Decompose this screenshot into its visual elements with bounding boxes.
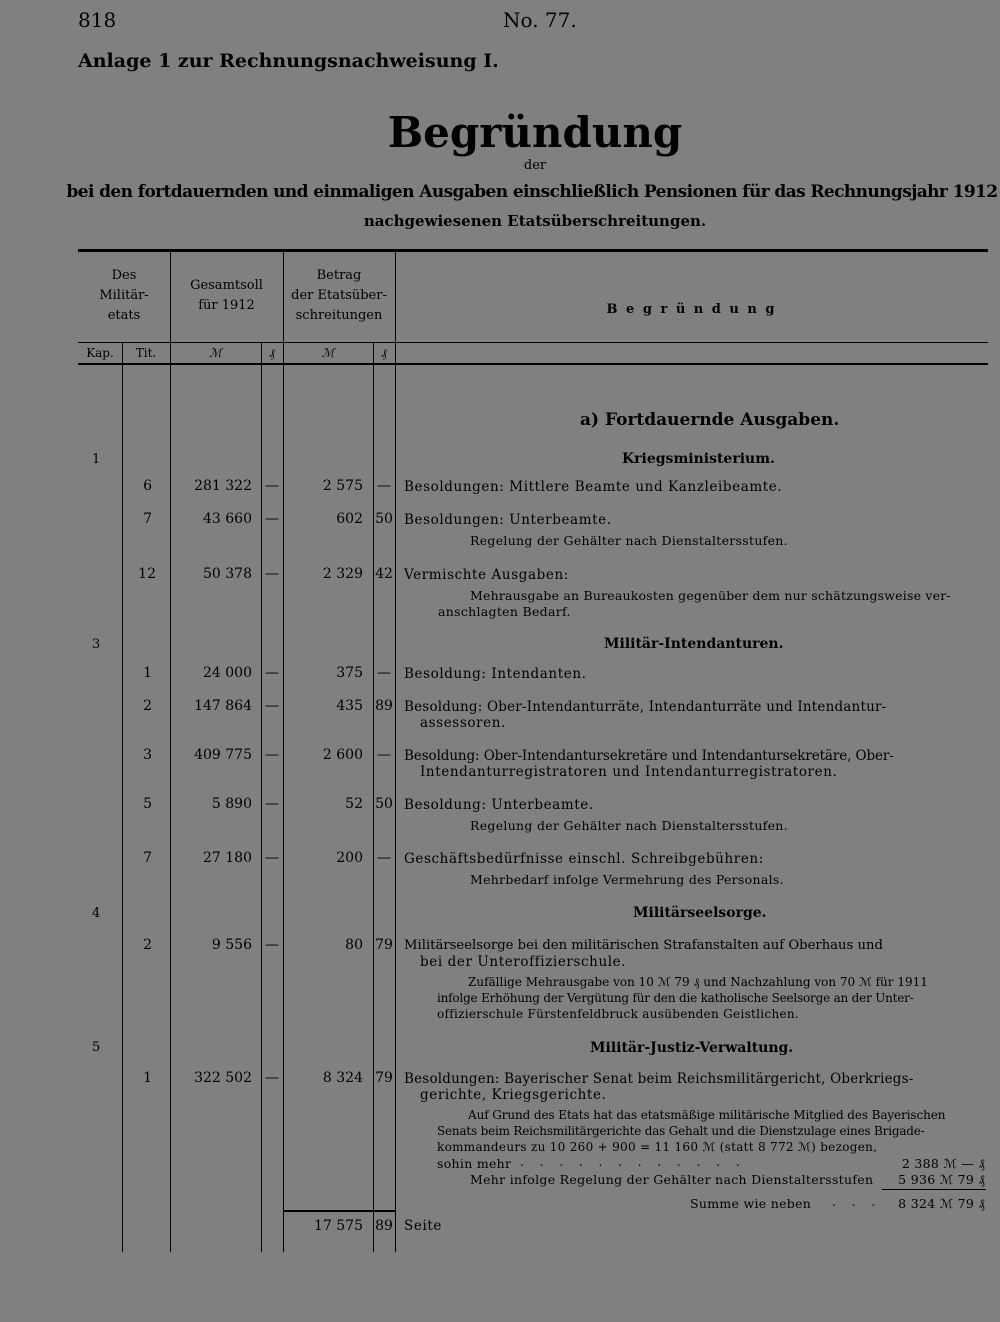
document-number: No. 77. (503, 8, 577, 32)
row-tit: 7 (143, 850, 152, 866)
row-betrag: 602 (336, 511, 363, 527)
calc-summe-value: 8 324 ℳ 79 ₰ (898, 1196, 985, 1211)
subheader-pfennig: ₰ (269, 346, 275, 360)
row-betrag: 2 329 (322, 566, 363, 582)
row-description: Besoldungen: Unterbeamte. (404, 512, 612, 528)
total-betrag: 17 575 (314, 1218, 363, 1234)
row-tit: 1 (143, 665, 152, 681)
row-soll-pf: — (265, 665, 279, 681)
row-betrag: 8 324 (322, 1070, 363, 1086)
row-note: Zufällige Mehrausgabe von 10 ℳ 79 ₰ und Nachzahlung von 70 ℳ für 1911 (468, 975, 928, 989)
group-heading: Militär-Justiz-Verwaltung. (590, 1040, 794, 1056)
row-betrag-pf: 79 (375, 1070, 393, 1086)
row-soll: 5 890 (211, 796, 252, 812)
row-soll-pf: — (265, 698, 279, 714)
group-heading: Militärseelsorge. (633, 905, 767, 921)
row-soll-pf: — (265, 796, 279, 812)
subheader-kap: Kap. (86, 346, 114, 360)
row-soll-pf: — (265, 850, 279, 866)
row-tit: 2 (143, 698, 152, 714)
row-note: Senats beim Reichsmilitärgerichte das Gehalt und die Dienstzulage eines Brigade- (437, 1124, 925, 1138)
row-note: infolge Erhöhung der Vergütung für den die katholische Seelsorge an der Unter- (437, 991, 914, 1005)
row-betrag: 2 575 (322, 478, 363, 494)
header-militaretats-3: etats (107, 308, 141, 323)
calc-mehr-label: Mehr infolge Regelung der Gehälter nach Dienstaltersstufen (470, 1172, 874, 1187)
row-description: Besoldungen: Bayerischer Senat beim Reichsmilitärgericht, Oberkriegs- (404, 1071, 914, 1087)
row-soll: 50 378 (203, 566, 252, 582)
row-tit: 5 (143, 796, 152, 812)
row-note: kommandeurs zu 10 260 + 900 = 11 160 ℳ (statt 8 772 ℳ) bezogen, (437, 1140, 878, 1154)
header-gesamtsoll-2: für 1912 (198, 298, 255, 313)
row-soll: 322 502 (194, 1070, 252, 1086)
row-description: Besoldungen: Mittlere Beamte und Kanzleibeamte. (404, 479, 783, 495)
row-description: gerichte, Kriegsgerichte. (420, 1087, 607, 1103)
row-betrag: 80 (345, 937, 363, 953)
row-description: assessoren. (420, 715, 506, 731)
row-betrag-pf: 50 (375, 796, 393, 812)
row-description: Vermischte Ausgaben: (404, 567, 569, 583)
row-tit: 7 (143, 511, 152, 527)
row-betrag-pf: 42 (375, 566, 393, 582)
kap-number: 1 (92, 452, 101, 467)
leader-dots: . . . (832, 1195, 882, 1209)
header-betrag-2: der Etatsüber- (291, 288, 387, 303)
row-note: Regelung der Gehälter nach Dienstaltersstufen. (470, 818, 788, 833)
col-divider (395, 252, 396, 1252)
group-heading: Kriegsministerium. (622, 451, 775, 467)
row-soll-pf: — (265, 747, 279, 763)
total-label: Seite (404, 1218, 442, 1234)
row-tit: 2 (143, 937, 152, 953)
kap-number: 4 (92, 906, 101, 921)
row-betrag-pf: 50 (375, 511, 393, 527)
kap-number: 3 (92, 637, 101, 652)
row-soll: 409 775 (194, 747, 252, 763)
row-soll-pf: — (265, 566, 279, 582)
row-betrag: 375 (336, 665, 363, 681)
row-soll: 9 556 (211, 937, 252, 953)
row-soll: 147 864 (194, 698, 252, 714)
row-betrag: 2 600 (322, 747, 363, 763)
row-soll-pf: — (265, 478, 279, 494)
row-description: Intendanturregistratoren und Intendanturregistratoren. (420, 764, 838, 780)
header-bottom-rule (78, 363, 988, 365)
subtitle-line-2: nachgewiesenen Etatsüberschreitungen. (363, 212, 707, 230)
row-soll: 24 000 (203, 665, 252, 681)
calc-summe-label: Summe wie neben (690, 1196, 812, 1211)
group-heading: Militär-Intendanturen. (604, 636, 784, 652)
row-tit: 3 (143, 747, 152, 763)
row-note: offizierschule Fürstenfeldbruck ausübenden Geistlichen. (437, 1007, 800, 1021)
row-betrag: 435 (336, 698, 363, 714)
page-number: 818 (78, 8, 117, 32)
row-description: Militärseelsorge bei den militärischen Strafanstalten auf Oberhaus und (404, 938, 883, 953)
row-betrag-pf: — (377, 747, 391, 763)
row-betrag-pf: — (377, 665, 391, 681)
row-description: Besoldung: Unterbeamte. (404, 797, 594, 813)
row-description: Besoldung: Intendanten. (404, 666, 587, 682)
row-soll: 281 322 (194, 478, 252, 494)
calc-sohin-label: sohin mehr (437, 1156, 512, 1171)
calc-sohin-value: 2 388 ℳ — ₰ (901, 1156, 985, 1171)
row-note: anschlagten Bedarf. (438, 604, 571, 619)
row-tit: 1 (143, 1070, 152, 1086)
row-betrag-pf: 89 (375, 698, 393, 714)
row-description: Geschäftsbedürfnisse einschl. Schreibgebühren: (404, 851, 764, 867)
subheader-mark: ℳ (321, 346, 335, 360)
row-betrag-pf: — (377, 850, 391, 866)
row-betrag: 52 (345, 796, 363, 812)
row-note: Regelung der Gehälter nach Dienstaltersstufen. (470, 533, 788, 548)
row-tit: 6 (143, 478, 152, 494)
row-soll-pf: — (265, 1070, 279, 1086)
row-tit: 12 (138, 566, 156, 582)
row-soll-pf: — (265, 937, 279, 953)
total-rule (283, 1210, 395, 1212)
leader-dots: . . . . . . . . . . . . (520, 1155, 746, 1169)
sum-rule (882, 1189, 986, 1190)
row-note: Mehrausgabe an Bureaukosten gegenüber dem nur schätzungsweise ver- (470, 588, 951, 603)
title-der: der (523, 158, 547, 173)
row-soll: 43 660 (203, 511, 252, 527)
subheader-rule (78, 342, 988, 343)
row-description: bei der Unteroffizierschule. (420, 954, 627, 970)
row-soll: 27 180 (203, 850, 252, 866)
page-title: Begründung (387, 108, 683, 157)
calc-mehr-value: 5 936 ℳ 79 ₰ (898, 1172, 985, 1187)
subheader-pfennig: ₰ (381, 346, 387, 360)
header-betrag-1: Betrag (316, 268, 362, 283)
header-militaretats-1: Des (111, 268, 137, 283)
row-description: Besoldung: Ober-Intendanturräte, Intendanturräte und Intendantur- (404, 699, 887, 715)
row-description: Besoldung: Ober-Intendantursekretäre und Intendantursekretäre, Ober- (404, 748, 894, 764)
total-betrag-pf: 89 (375, 1218, 393, 1234)
kap-number: 5 (92, 1040, 101, 1055)
row-soll-pf: — (265, 511, 279, 527)
section-heading: a) Fortdauernde Ausgaben. (580, 410, 840, 430)
row-note: Mehrbedarf infolge Vermehrung des Personals. (470, 872, 784, 887)
header-betrag-3: schreitungen (295, 308, 383, 323)
subheader-mark: ℳ (209, 346, 222, 360)
row-note: Auf Grund des Etats hat das etatsmäßige militärische Mitglied des Bayerischen (468, 1108, 946, 1122)
row-betrag-pf: 79 (375, 937, 393, 953)
subtitle-line-1: bei den fortdauernden und einmaligen Ausgaben einschließlich Pensionen für das Rechnungsjahr 1912 (66, 182, 998, 202)
header-begruendung: B e g r ü n d u n g (606, 302, 777, 317)
row-betrag-pf: — (377, 478, 391, 494)
subheader-tit: Tit. (135, 346, 157, 360)
table-top-rule (78, 249, 988, 252)
attachment-heading: Anlage 1 zur Rechnungsnachweisung I. (78, 50, 499, 72)
header-militaretats-2: Militär- (99, 288, 149, 303)
header-gesamtsoll-1: Gesamtsoll (190, 278, 263, 293)
row-betrag: 200 (336, 850, 363, 866)
